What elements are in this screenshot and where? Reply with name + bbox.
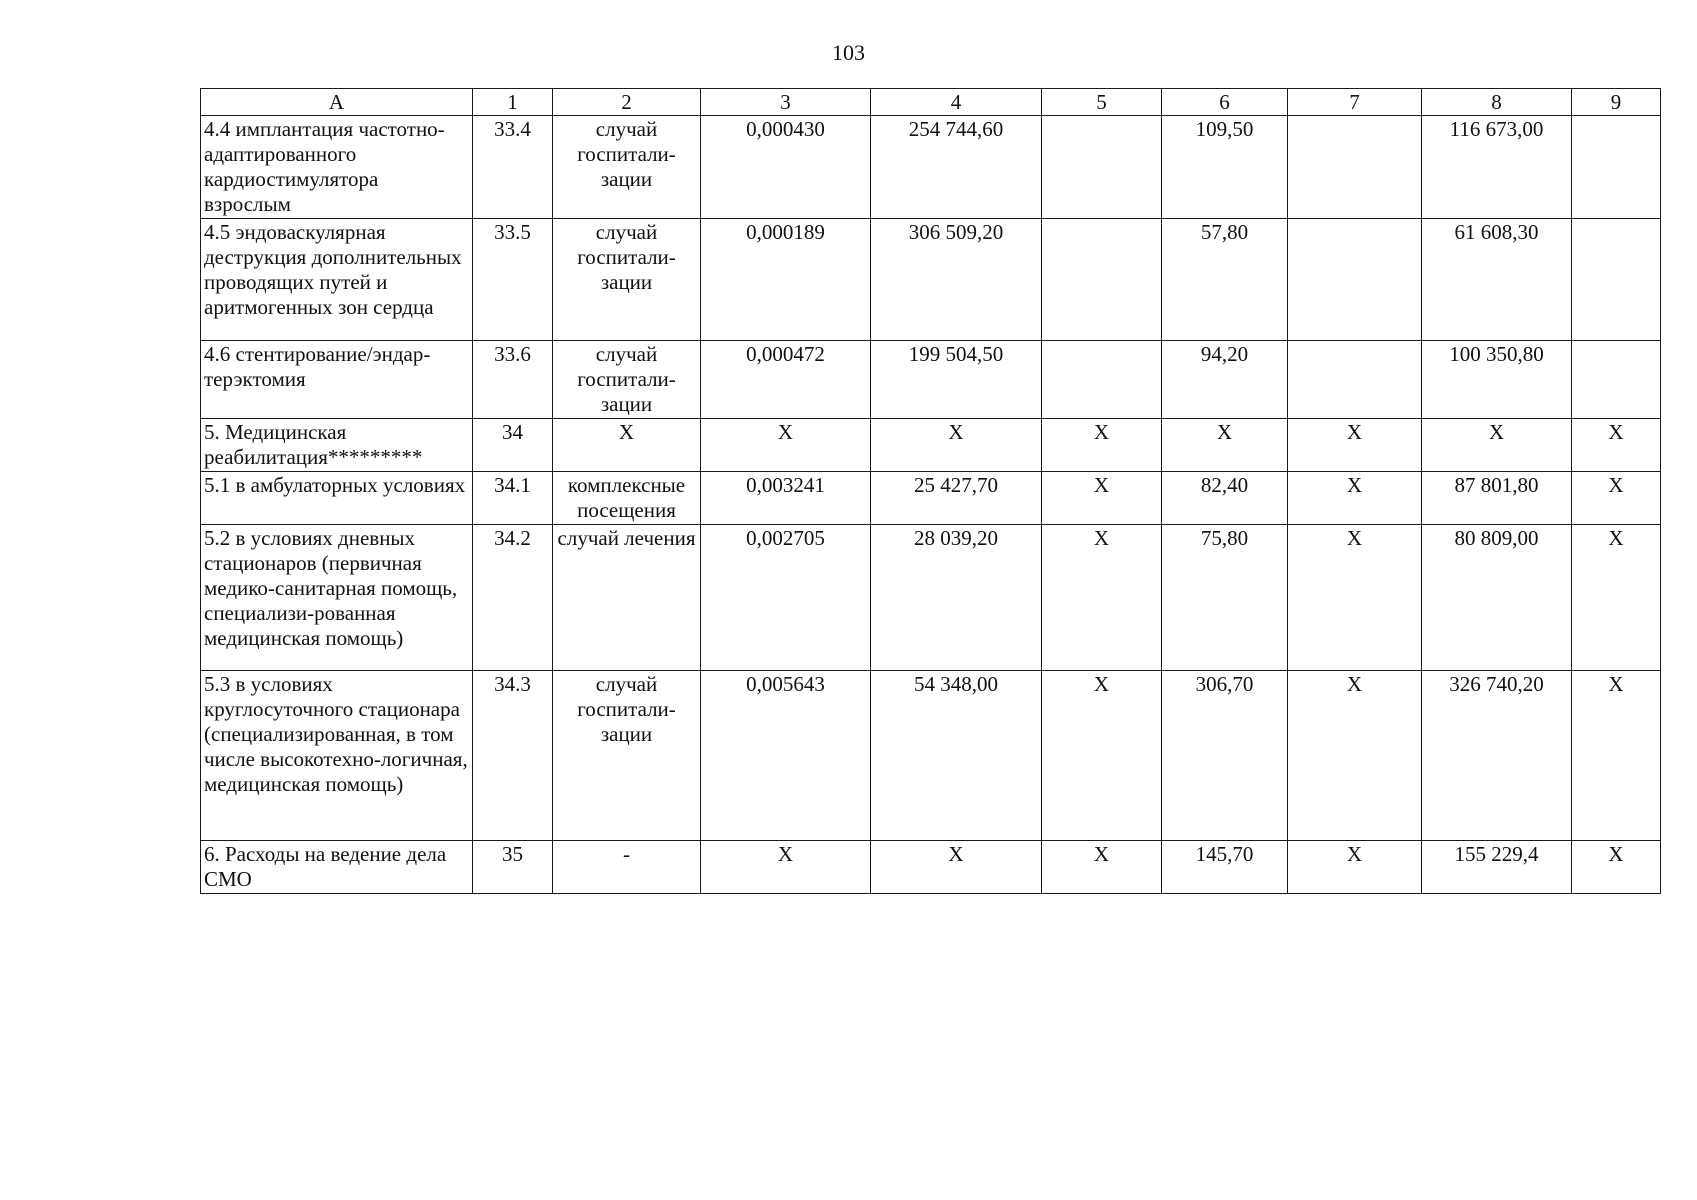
column-header: 7 — [1288, 89, 1422, 116]
table-cell — [1572, 341, 1661, 419]
table-cell: 94,20 — [1162, 341, 1288, 419]
page-number: 103 — [832, 40, 865, 65]
table-cell: 0,002705 — [701, 525, 871, 671]
table-cell: Х — [1042, 472, 1162, 525]
table-cell: 82,40 — [1162, 472, 1288, 525]
table-cell: 0,000430 — [701, 116, 871, 219]
table-cell: 25 427,70 — [871, 472, 1042, 525]
table-cell: случай госпитали-зации — [553, 219, 701, 341]
table-cell: - — [553, 841, 701, 894]
tariff-table — [200, 88, 1661, 894]
table-cell: Х — [1422, 419, 1572, 472]
table-cell: 100 350,80 — [1422, 341, 1572, 419]
table-cell: 0,005643 — [701, 671, 871, 841]
table-cell — [1288, 341, 1422, 419]
table-cell: 155 229,4 — [1422, 841, 1572, 894]
table-row — [201, 671, 1661, 841]
table-cell: Х — [553, 419, 701, 472]
table-cell: комплексные посещения — [553, 472, 701, 525]
column-header: 9 — [1572, 89, 1661, 116]
table-cell: Х — [701, 419, 871, 472]
table-cell — [1042, 219, 1162, 341]
table-cell: Х — [1042, 671, 1162, 841]
table-cell: Х — [871, 841, 1042, 894]
table-row — [201, 341, 1661, 419]
table-cell: 33.6 — [473, 341, 553, 419]
column-header: 4 — [871, 89, 1042, 116]
table-cell: 34.3 — [473, 671, 553, 841]
table-cell: Х — [1572, 472, 1661, 525]
column-header: 1 — [473, 89, 553, 116]
table-cell: 54 348,00 — [871, 671, 1042, 841]
table-row — [201, 116, 1661, 219]
table-cell: Х — [1162, 419, 1288, 472]
table-cell: 199 504,50 — [871, 341, 1042, 419]
table-cell: Х — [1042, 525, 1162, 671]
table-cell: 116 673,00 — [1422, 116, 1572, 219]
table-cell — [1042, 116, 1162, 219]
row-name-cell: 4.5 эндоваскулярная деструкция дополнительных проводящих путей и аритмогенных зон сердца — [201, 219, 473, 341]
table-cell: 0,003241 — [701, 472, 871, 525]
table-cell: 34 — [473, 419, 553, 472]
row-name-cell: 4.6 стентирование/эндар-терэктомия — [201, 341, 473, 419]
table-cell: Х — [701, 841, 871, 894]
row-name-cell: 5.2 в условиях дневных стационаров (первичная медико-санитарная помощь, специализи-рованная медицинская помощь) — [201, 525, 473, 671]
table-cell: Х — [1572, 419, 1661, 472]
table-cell: 28 039,20 — [871, 525, 1042, 671]
row-name-cell: 5.1 в амбулаторных условиях — [201, 472, 473, 525]
table-cell: 34.2 — [473, 525, 553, 671]
table-cell: 34.1 — [473, 472, 553, 525]
table-cell: 0,000189 — [701, 219, 871, 341]
table-cell: 109,50 — [1162, 116, 1288, 219]
column-header: 8 — [1422, 89, 1572, 116]
row-name-cell: 5. Медицинская реабилитация********* — [201, 419, 473, 472]
table-cell: 0,000472 — [701, 341, 871, 419]
table-cell: случай госпитали-зации — [553, 341, 701, 419]
table-cell: 35 — [473, 841, 553, 894]
table-cell — [1572, 116, 1661, 219]
table-cell: 145,70 — [1162, 841, 1288, 894]
table-body — [201, 116, 1661, 894]
table-cell: Х — [1042, 419, 1162, 472]
column-header: 5 — [1042, 89, 1162, 116]
table-cell: Х — [871, 419, 1042, 472]
table-cell: Х — [1042, 841, 1162, 894]
row-name-cell: 6. Расходы на ведение дела СМО — [201, 841, 473, 894]
row-name-cell: 5.3 в условиях круглосуточного стационара (специализированная, в том числе высокотехно-логичная, медицинская помощь) — [201, 671, 473, 841]
table-cell: 80 809,00 — [1422, 525, 1572, 671]
table-row — [201, 219, 1661, 341]
table-cell: 306,70 — [1162, 671, 1288, 841]
table-cell: 326 740,20 — [1422, 671, 1572, 841]
table-row — [201, 472, 1661, 525]
table-cell: 306 509,20 — [871, 219, 1042, 341]
table-cell: 254 744,60 — [871, 116, 1042, 219]
table-cell: 57,80 — [1162, 219, 1288, 341]
table-cell — [1042, 341, 1162, 419]
table-cell: Х — [1288, 671, 1422, 841]
table-cell: 87 801,80 — [1422, 472, 1572, 525]
table-cell: Х — [1288, 841, 1422, 894]
table-cell: случай лечения — [553, 525, 701, 671]
table-cell: 33.4 — [473, 116, 553, 219]
table-cell: 33.5 — [473, 219, 553, 341]
table-cell: Х — [1288, 419, 1422, 472]
table-cell: Х — [1572, 841, 1661, 894]
table-header — [201, 89, 1661, 116]
column-header: 2 — [553, 89, 701, 116]
table-cell: 75,80 — [1162, 525, 1288, 671]
header-row — [201, 89, 1661, 116]
row-name-cell: 4.4 имплантация частотно-адаптированного кардиостимулятора взрослым — [201, 116, 473, 219]
column-header: 6 — [1162, 89, 1288, 116]
table-row — [201, 419, 1661, 472]
table-cell: Х — [1288, 525, 1422, 671]
table-cell: случай госпитали-зации — [553, 116, 701, 219]
table-row — [201, 525, 1661, 671]
table-cell: Х — [1288, 472, 1422, 525]
column-header: 3 — [701, 89, 871, 116]
table-cell: Х — [1572, 671, 1661, 841]
table-cell — [1572, 219, 1661, 341]
table-cell: 61 608,30 — [1422, 219, 1572, 341]
column-header: А — [201, 89, 473, 116]
table-cell: Х — [1572, 525, 1661, 671]
table-row — [201, 841, 1661, 894]
table-cell — [1288, 219, 1422, 341]
table-cell — [1288, 116, 1422, 219]
table-cell: случай госпитали-зации — [553, 671, 701, 841]
